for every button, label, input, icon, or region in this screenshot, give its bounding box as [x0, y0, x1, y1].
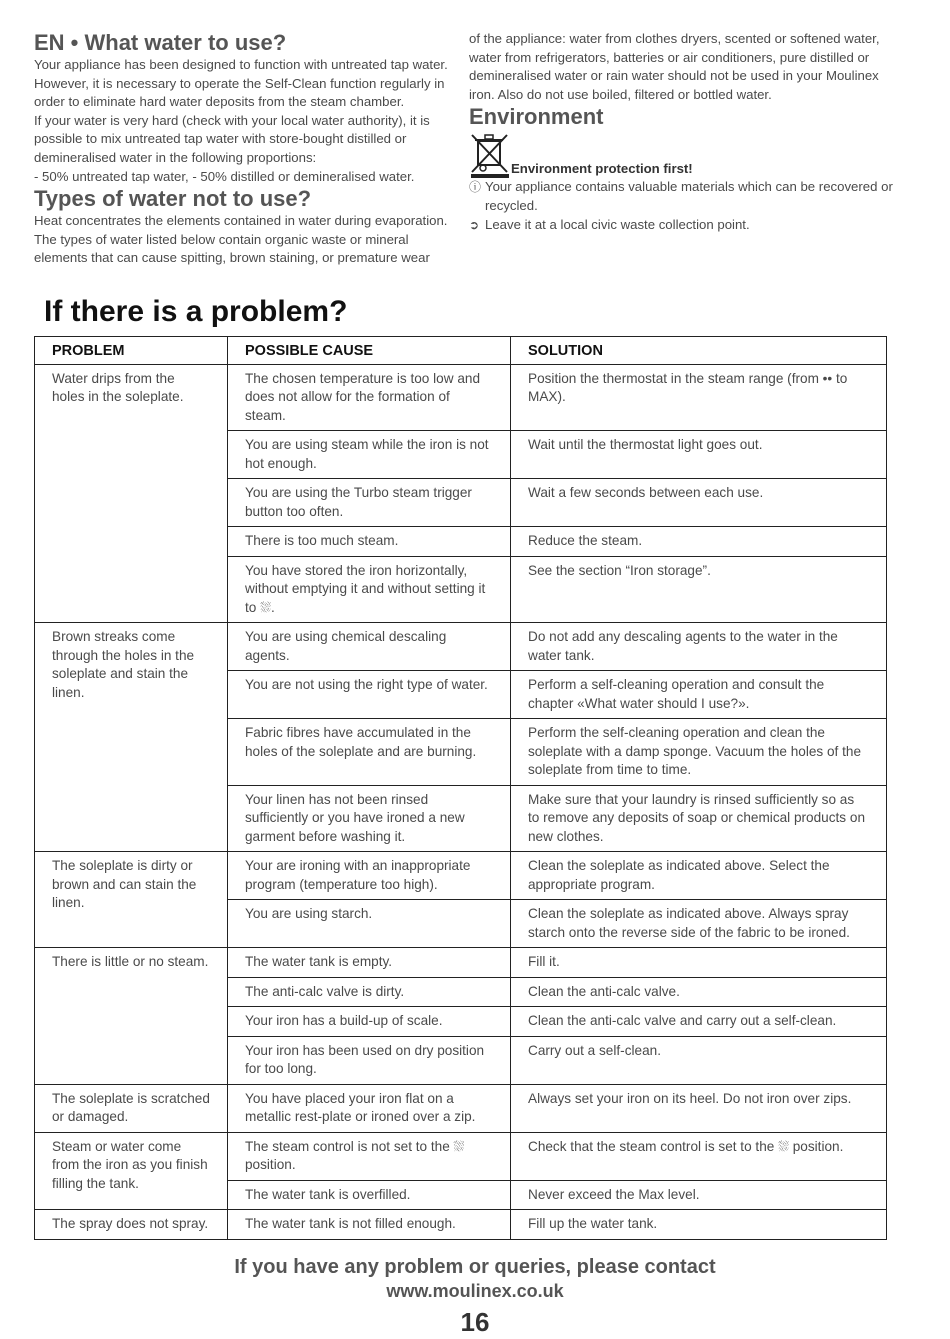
table-row: [35, 1084, 887, 1132]
solution-cell: Never exceed the Max level.: [511, 1180, 887, 1210]
solution-cell: Do not add any descaling agents to the water in the water tank.: [511, 623, 887, 671]
table-row: [35, 852, 887, 900]
table-body: [35, 364, 887, 1239]
list-item-text: Leave it at a local civic waste collection point.: [485, 216, 750, 232]
solution-cell: See the section “Iron storage”.: [511, 556, 887, 623]
list-item: [469, 178, 894, 215]
page-number: 16: [460, 1307, 490, 1337]
table-row: [35, 1210, 887, 1240]
right-column: [469, 30, 894, 234]
problem-cell: Water drips from the holes in the soleplate.: [35, 364, 228, 623]
solution-cell: Clean the anti-calc valve and carry out a self-clean.: [511, 1007, 887, 1037]
table-header-row: [35, 337, 887, 365]
cause-cell: The water tank is not filled enough.: [228, 1210, 511, 1240]
paragraph: of the appliance: water from clothes dryers, scented or softened water, water from refrigerators, batteries or air conditioners, pure distilled or demineralised water or rain water should not be used in your Moulinex iron. Also do not use boiled, filtered or bottled water.: [469, 31, 880, 102]
solution-cell: Check that the steam control is set to the ⛆ position.: [511, 1132, 887, 1180]
environment-header: [469, 132, 894, 178]
left-column: [34, 30, 456, 268]
solution-cell: Always set your iron on its heel. Do not iron over zips.: [511, 1084, 887, 1132]
solution-cell: Carry out a self-clean.: [511, 1036, 887, 1084]
crossed-out-wheelie-bin-icon: [469, 132, 511, 178]
paragraph: Your appliance has been designed to function with untreated tap water. However, it is necessary to operate the Self-Clean function regularly in order to eliminate hard water deposits from the steam chamber.: [34, 57, 448, 110]
cause-cell: You have placed your iron flat on a metallic rest-plate or ironed over a zip.: [228, 1084, 511, 1132]
column-header-problem: PROBLEM: [35, 337, 228, 365]
page-title: If there is a problem?: [44, 295, 348, 328]
solution-cell: Perform a self-cleaning operation and consult the chapter «What water should I use?».: [511, 671, 887, 719]
table-row: [35, 948, 887, 978]
problem-cell: The spray does not spray.: [35, 1210, 228, 1240]
cause-cell: The water tank is overfilled.: [228, 1180, 511, 1210]
solution-cell: Wait until the thermostat light goes out.: [511, 431, 887, 479]
solution-cell: Make sure that your laundry is rinsed sufficiently so as to remove any deposits of soap or chemical products on new clothes.: [511, 785, 887, 852]
column-header-solution: SOLUTION: [511, 337, 887, 365]
cause-cell: You are using the Turbo steam trigger button too often.: [228, 479, 511, 527]
problem-cell: There is little or no steam.: [35, 948, 228, 1085]
section-title-water-to-use: EN • What water to use?: [34, 30, 287, 55]
solution-cell: Fill up the water tank.: [511, 1210, 887, 1240]
troubleshooting-table: [34, 336, 887, 1240]
paragraph: Heat concentrates the elements contained in water during evaporation. The types of water listed below contain organic waste or mineral elements that can cause spitting, brown staining, or premature wear: [34, 213, 448, 266]
solution-cell: Clean the soleplate as indicated above. Always spray starch onto the reverse side of the fabric to be ironed.: [511, 900, 887, 948]
cause-cell: The anti-calc valve is dirty.: [228, 977, 511, 1007]
cause-cell: You are using steam while the iron is not hot enough.: [228, 431, 511, 479]
solution-cell: Reduce the steam.: [511, 527, 887, 557]
solution-cell: Perform the self-cleaning operation and clean the soleplate with a damp sponge. Vacuum the holes of the soleplate from time to time.: [511, 719, 887, 786]
website-link[interactable]: www.moulinex.co.uk: [386, 1281, 564, 1301]
cause-cell: Fabric fibres have accumulated in the holes of the soleplate and are burning.: [228, 719, 511, 786]
cause-cell: The steam control is not set to the ⛆ position.: [228, 1132, 511, 1180]
solution-cell: Wait a few seconds between each use.: [511, 479, 887, 527]
section-title-environment: Environment: [469, 104, 604, 130]
solution-cell: Clean the anti-calc valve.: [511, 977, 887, 1007]
problem-cell: The soleplate is scratched or damaged.: [35, 1084, 228, 1132]
solution-cell: Clean the soleplate as indicated above. Select the appropriate program.: [511, 852, 887, 900]
table-row: [35, 623, 887, 671]
cause-cell: Your linen has not been rinsed sufficiently or you have ironed a new garment before washing it.: [228, 785, 511, 852]
environment-heading: Environment protection first!: [511, 160, 693, 176]
solution-cell: Fill it.: [511, 948, 887, 978]
contact-text: If you have any problem or queries, please contact: [234, 1256, 716, 1278]
info-icon: ⓘ: [469, 180, 482, 195]
solution-cell: Position the thermostat in the steam range (from •• to MAX).: [511, 364, 887, 431]
cause-cell: You are using chemical descaling agents.: [228, 623, 511, 671]
problem-cell: The soleplate is dirty or brown and can stain the linen.: [35, 852, 228, 948]
column-header-cause: POSSIBLE CAUSE: [228, 337, 511, 365]
problem-cell: Brown streaks come through the holes in the soleplate and stain the linen.: [35, 623, 228, 852]
cause-cell: The chosen temperature is too low and does not allow for the formation of steam.: [228, 364, 511, 431]
section-title-water-not-to-use: Types of water not to use?: [34, 186, 312, 212]
paragraph: If your water is very hard (check with your local water authority), it is possible to mix untreated tap water with store-bought distilled or demineralised water in the following proportions:: [34, 112, 430, 165]
table-row: [35, 364, 887, 431]
cause-cell: Your iron has been used on dry position for too long.: [228, 1036, 511, 1084]
cause-cell: You have stored the iron horizontally, without emptying it and without setting it to ⛆.: [228, 556, 511, 623]
cause-cell: You are not using the right type of water.: [228, 671, 511, 719]
cause-cell: The water tank is empty.: [228, 948, 511, 978]
problem-cell: Steam or water come from the iron as you finish filling the tank.: [35, 1132, 228, 1210]
cause-cell: Your iron has a build-up of scale.: [228, 1007, 511, 1037]
cause-cell: You are using starch.: [228, 900, 511, 948]
paragraph: - 50% untreated tap water, - 50% distilled or demineralised water.: [34, 168, 415, 184]
arrow-icon: ➲: [469, 217, 480, 232]
list-item-text: Your appliance contains valuable materials which can be recovered or recycled.: [485, 179, 893, 213]
cause-cell: There is too much steam.: [228, 527, 511, 557]
list-item: [469, 216, 894, 235]
table-row: [35, 1132, 887, 1180]
cause-cell: Your are ironing with an inappropriate program (temperature too high).: [228, 852, 511, 900]
